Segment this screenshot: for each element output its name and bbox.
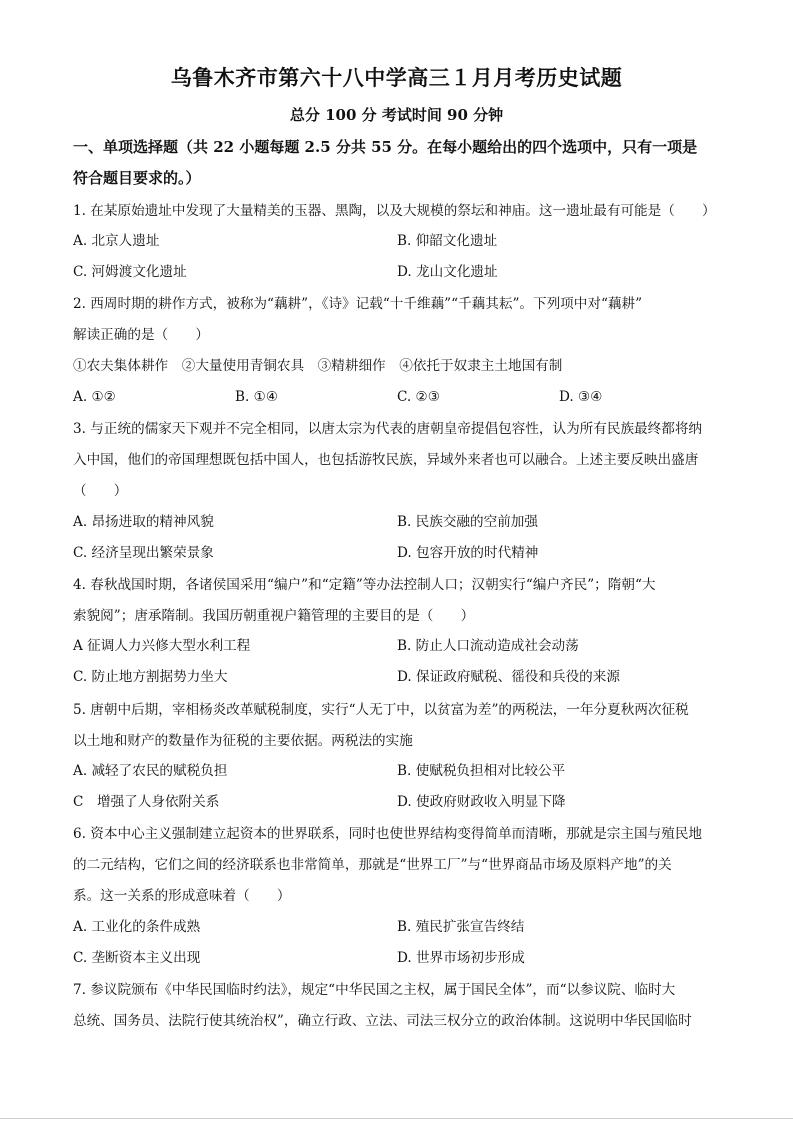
question-1-option-a: A. 北京人遗址 xyxy=(73,233,160,249)
question-4-option-a: A 征调人力兴修大型水利工程 xyxy=(73,638,251,654)
question-3-option-d: D. 包容开放的时代精神 xyxy=(397,545,539,561)
question-3-stem-line-1: 3. 与正统的儒家天下观并不完全相同，以唐太宗为代表的唐朝皇帝提倡包容性，认为所有民族最终都将纳 xyxy=(73,421,703,437)
question-5-option-c: C 增强了人身依附关系 xyxy=(73,794,220,810)
question-6-stem-line-3: 系。这一关系的形成意味着（ ） xyxy=(73,888,291,904)
question-5-option-b: B. 使赋税负担相对比较公平 xyxy=(397,763,566,779)
question-6-stem-line-2: 的二元结构，它们之间的经济联系也非常简单，那就是“世界工厂”与“世界商品市场及原料产地”的关 xyxy=(73,857,672,873)
question-2-stem-line-2: 解读正确的是（ ） xyxy=(73,327,209,343)
question-5-stem-line-1: 5. 唐朝中后期，宰相杨炎改革赋税制度，实行“人无丁中，以贫富为差”的两税法，一年分夏秋两次征税 xyxy=(73,702,689,718)
question-3-stem-line-3: （ ） xyxy=(73,483,128,499)
page-bottom-divider xyxy=(0,1118,793,1119)
question-2-stem-line-1: 2. 西周时期的耕作方式，被称为“藕耕”，《诗》记载“十千维藕”“千藕其耘”。下列项中对“藕耕” xyxy=(73,296,643,312)
question-7-stem-line-2: 总统、国务员、法院行使其统治权”，确立行政、立法、司法三权分立的政治体制。这说明中华民国临时 xyxy=(73,1013,692,1029)
section-heading-line-2: 符合题目要求的。） xyxy=(73,169,201,187)
question-4-stem-line-1: 4. 春秋战国时期，各诸侯国采用“编户”和“定籍”等办法控制人口；汉朝实行“编户齐民”；隋朝“大 xyxy=(73,577,656,593)
question-4-option-d: D. 保证政府赋税、徭役和兵役的来源 xyxy=(397,669,620,685)
question-3-option-b: B. 民族交融的空前加强 xyxy=(397,514,538,530)
question-4-option-c: C. 防止地方割据势力坐大 xyxy=(73,669,228,685)
question-5-option-d: D. 使政府财政收入明显下降 xyxy=(397,794,566,810)
question-3-option-c: C. 经济呈现出繁荣景象 xyxy=(73,545,214,561)
question-3-stem-line-2: 入中国，他们的帝国理想既包括中国人，也包括游牧民族，异域外来者也可以融合。上述主要反映出盛唐 xyxy=(73,452,699,468)
question-7-stem-line-1: 7. 参议院颁布《中华民国临时约法》，规定“中华民国之主权，属于国民全体”，而“以参议院、临时大 xyxy=(73,982,676,998)
question-1-option-d: D. 龙山文化遗址 xyxy=(397,264,498,280)
question-3-option-a: A. 昂扬进取的精神风貌 xyxy=(73,514,214,530)
question-2-option-a: A. ①② xyxy=(73,389,116,405)
question-1-option-c: C. 河姆渡文化遗址 xyxy=(73,264,187,280)
question-5-stem-line-2: 以土地和财产的数量作为征税的主要依据。两税法的实施 xyxy=(73,733,413,749)
question-2-option-b: B. ①④ xyxy=(235,389,279,405)
question-2-statements: ①农夫集体耕作 ②大量使用青铜农具 ③精耕细作 ④依托于奴隶主土地国有制 xyxy=(73,358,563,374)
question-6-option-d: D. 世界市场初步形成 xyxy=(397,950,525,966)
question-6-option-a: A. 工业化的条件成熟 xyxy=(73,919,201,935)
exam-info: 总分 100 分 考试时间 90 分钟 xyxy=(289,106,504,124)
question-6-stem-line-1: 6. 资本中心主义强制建立起资本的世界联系，同时也使世界结构变得简单而清晰，那就是宗主国与殖民地 xyxy=(73,826,703,842)
question-4-option-b: B. 防止人口流动造成社会动荡 xyxy=(397,638,579,654)
question-2-option-c: C. ②③ xyxy=(397,389,440,405)
question-6-option-c: C. 垄断资本主义出现 xyxy=(73,950,201,966)
question-5-option-a: A. 减轻了农民的赋税负担 xyxy=(73,763,228,779)
question-1-stem: 1. 在某原始遗址中发现了大量精美的玉器、黑陶，以及大规模的祭坛和神庙。这一遗址最有可能是（ ） xyxy=(73,203,716,219)
page-title: 乌鲁木齐市第六十八中学高三１月月考历史试题 xyxy=(170,65,623,90)
question-1-option-b: B. 仰韶文化遗址 xyxy=(397,233,498,249)
section-heading-line-1: 一、单项选择题（共 22 小题每题 2.5 分共 55 分。在每小题给出的四个选项中，只有一项是 xyxy=(73,138,698,156)
question-2-option-d: D. ③④ xyxy=(559,389,603,405)
question-4-stem-line-2: 索貌阅”；唐承隋制。我国历朝重视户籍管理的主要目的是（ ） xyxy=(73,608,475,624)
question-6-option-b: B. 殖民扩张宣告终结 xyxy=(397,919,525,935)
